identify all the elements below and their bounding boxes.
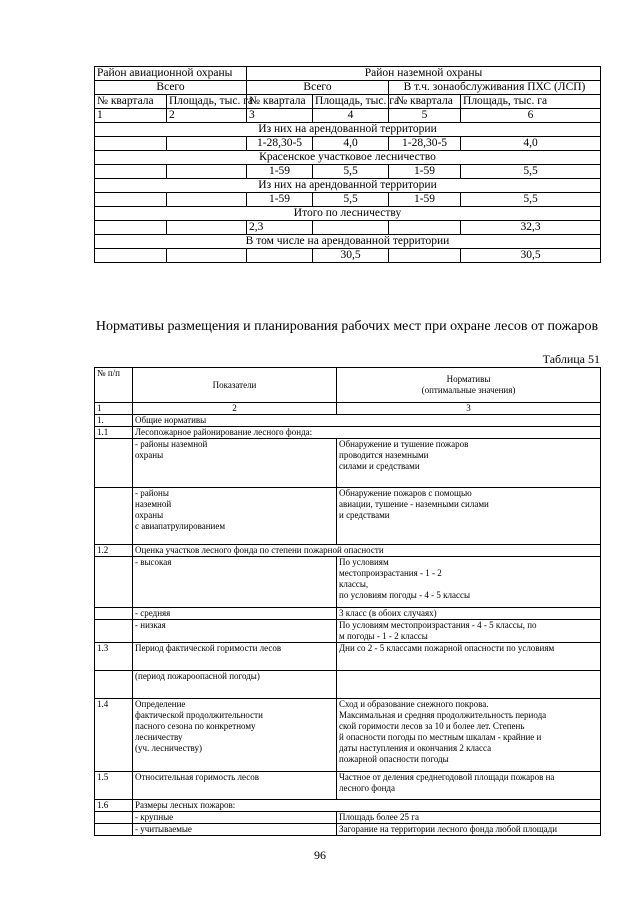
column-number: 6 — [461, 109, 601, 123]
table-row — [95, 415, 601, 427]
indicator-cell: - крупные — [133, 812, 337, 824]
table-cell: 30,5 — [313, 249, 389, 263]
indicator-cell: Относительная горимость лесов — [133, 772, 337, 800]
table-cell: 5,5 — [313, 193, 389, 207]
table-cell: 4,0 — [461, 137, 601, 151]
column-number: 1 — [95, 403, 133, 415]
page-title: Нормативы размещения и планирования рабочих мест при охране лесов от пожаров — [95, 319, 599, 334]
table-cell — [167, 165, 247, 179]
table-cell: 1-59 — [247, 193, 313, 207]
row-number: 1.4 — [95, 699, 133, 772]
table-row — [95, 620, 601, 643]
section-row: Красенское участковое лесничество — [95, 151, 601, 165]
table-cell: 5,5 — [461, 193, 601, 207]
section-heading: Размеры лесных пожаров: — [133, 800, 601, 812]
table-cell — [95, 165, 167, 179]
header-cell: Показатели — [133, 368, 337, 403]
table-number: Таблица 51 — [542, 352, 600, 366]
header-aviation-area: Район авиационной охраны — [95, 67, 247, 81]
table-row — [95, 699, 601, 772]
indicator-cell: - районы наземной охраны — [133, 439, 337, 488]
section-row: Из них на арендованной территории — [95, 123, 601, 137]
row-number: 1.2 — [95, 545, 133, 557]
header-ground-area: Район наземной охраны — [247, 67, 601, 81]
table-cell — [313, 221, 389, 235]
table-cell — [389, 221, 461, 235]
row-number: 1.3 — [95, 643, 133, 671]
forest-protection-areas-table — [94, 66, 601, 263]
table-cell — [389, 249, 461, 263]
column-number: 3 — [247, 109, 313, 123]
column-label: № квартала — [247, 95, 313, 109]
row-number — [95, 671, 133, 699]
table-cell — [247, 249, 313, 263]
section-heading: Общие нормативы — [133, 415, 601, 427]
norm-value-cell: Обнаружение и тушение пожаров проводится наземными силами и средствами — [337, 439, 601, 488]
table-row — [95, 643, 601, 671]
norm-value-cell: 3 класс (в обоих случаях) — [337, 608, 601, 620]
norm-value-cell: По условиям местопроизрастания - 4 - 5 классы, по м погоды - 1 - 2 классы — [337, 620, 601, 643]
page-number: 96 — [314, 848, 326, 862]
section-row: В том числе на арендованной территории — [95, 235, 601, 249]
row-number — [95, 557, 133, 608]
section-heading: Лесопожарное районирование лесного фонда: — [133, 427, 601, 439]
table-cell: 5,5 — [313, 165, 389, 179]
column-label: № квартала — [95, 95, 167, 109]
header-total-ground: Всего — [247, 81, 389, 95]
header-cell: Нормативы (оптимальные значения) — [337, 368, 601, 403]
column-number: 2 — [167, 109, 247, 123]
table-cell: 30,5 — [461, 249, 601, 263]
table-row — [95, 221, 601, 235]
table-row — [95, 800, 601, 812]
norm-value-cell: Загорание на территории лесного фонда любой площади — [337, 824, 601, 836]
table-row — [95, 671, 601, 699]
header-total-aviation: Всего — [95, 81, 247, 95]
table-cell: 4,0 — [313, 137, 389, 151]
column-labels-row — [95, 95, 601, 109]
column-number: 5 — [389, 109, 461, 123]
row-number — [95, 488, 133, 545]
indicator-cell: Период фактической горимости лесов — [133, 643, 337, 671]
norm-value-cell: Частное от деления среднегодовой площади пожаров на лесного фонда — [337, 772, 601, 800]
column-label: № квартала — [389, 95, 461, 109]
column-label: Площадь, тыс. га — [167, 95, 247, 109]
row-number — [95, 824, 133, 836]
table-cell — [167, 137, 247, 151]
row-number: 1.5 — [95, 772, 133, 800]
row-number — [95, 812, 133, 824]
table-row — [95, 249, 601, 263]
norm-value-cell: По условиям местопроизрастания - 1 - 2 классы, по условиям погоды - 4 - 5 классы — [337, 557, 601, 608]
column-numbers-row — [95, 109, 601, 123]
norm-value-cell: Площадь более 25 га — [337, 812, 601, 824]
indicator-cell: (период пожароопасной погоды) — [133, 671, 337, 699]
table-cell: 1-28,30-5 — [247, 137, 313, 151]
header-cell: № п/п — [95, 368, 133, 403]
table-row — [95, 824, 601, 836]
table-row — [95, 427, 601, 439]
column-number: 4 — [313, 109, 389, 123]
indicator-cell: - низкая — [133, 620, 337, 643]
table-cell: 1-59 — [389, 165, 461, 179]
norm-value-cell — [337, 671, 601, 699]
table-row — [95, 137, 601, 151]
table-cell — [95, 193, 167, 207]
table-cell — [167, 193, 247, 207]
table-cell — [167, 221, 247, 235]
column-number: 2 — [133, 403, 337, 415]
column-number: 1 — [95, 109, 167, 123]
table-row — [95, 545, 601, 557]
indicator-cell: Определение фактической продолжительности пасного сезона по конкретному лесничеству (уч. лесничеству) — [133, 699, 337, 772]
table-row — [95, 812, 601, 824]
row-number: 1. — [95, 415, 133, 427]
table-cell: 1-59 — [389, 193, 461, 207]
header-zone-pkhs: В т.ч. зонаобслуживания ПХС (ЛСП) — [389, 81, 601, 95]
table-cell — [95, 249, 167, 263]
table-row — [95, 772, 601, 800]
column-numbers-row — [95, 403, 601, 415]
table-row — [95, 488, 601, 545]
column-number: 3 — [337, 403, 601, 415]
table-cell — [95, 137, 167, 151]
table-row — [95, 557, 601, 608]
table-cell — [167, 249, 247, 263]
indicator-cell: - высокая — [133, 557, 337, 608]
norm-value-cell: Обнаружение пожаров с помощью авиации, тушение - наземными силами и средствами — [337, 488, 601, 545]
table-cell: 5,5 — [461, 165, 601, 179]
table-header-row — [95, 368, 601, 403]
norm-value-cell: Сход и образование снежного покрова. Максимальная и средняя продолжительность периода ской горимости лесов за 10 и более лет. Степень й опасности погоды по местным шкалам - крайние и даты наступления и окончания 2 класса пожарной опасности погоды — [337, 699, 601, 772]
table-cell: 1-28,30-5 — [389, 137, 461, 151]
column-label: Площадь, тыс. га — [461, 95, 601, 109]
table-row — [95, 165, 601, 179]
section-row: Из них на арендованной территории — [95, 179, 601, 193]
table-row — [95, 193, 601, 207]
row-number: 1.1 — [95, 427, 133, 439]
table-cell: 1-59 — [247, 165, 313, 179]
column-label: Площадь, тыс. га — [313, 95, 389, 109]
norm-value-cell: Дни со 2 - 5 классами пожарной опасности по условиям — [337, 643, 601, 671]
table-cell: 32,3 — [461, 221, 601, 235]
table-cell — [95, 221, 167, 235]
section-row: Итого по лесничеству — [95, 207, 601, 221]
table-row — [95, 608, 601, 620]
table-row — [95, 439, 601, 488]
row-number — [95, 439, 133, 488]
fire-protection-norms-table — [94, 367, 601, 836]
row-number — [95, 608, 133, 620]
indicator-cell: - учитываемые — [133, 824, 337, 836]
indicator-cell: - средняя — [133, 608, 337, 620]
section-heading: Оценка участков лесного фонда по степени пожарной опасности — [133, 545, 601, 557]
row-number — [95, 620, 133, 643]
table-cell: 2,3 — [247, 221, 313, 235]
row-number: 1.6 — [95, 800, 133, 812]
indicator-cell: - районы наземной охраны с авиапатрулированием — [133, 488, 337, 545]
